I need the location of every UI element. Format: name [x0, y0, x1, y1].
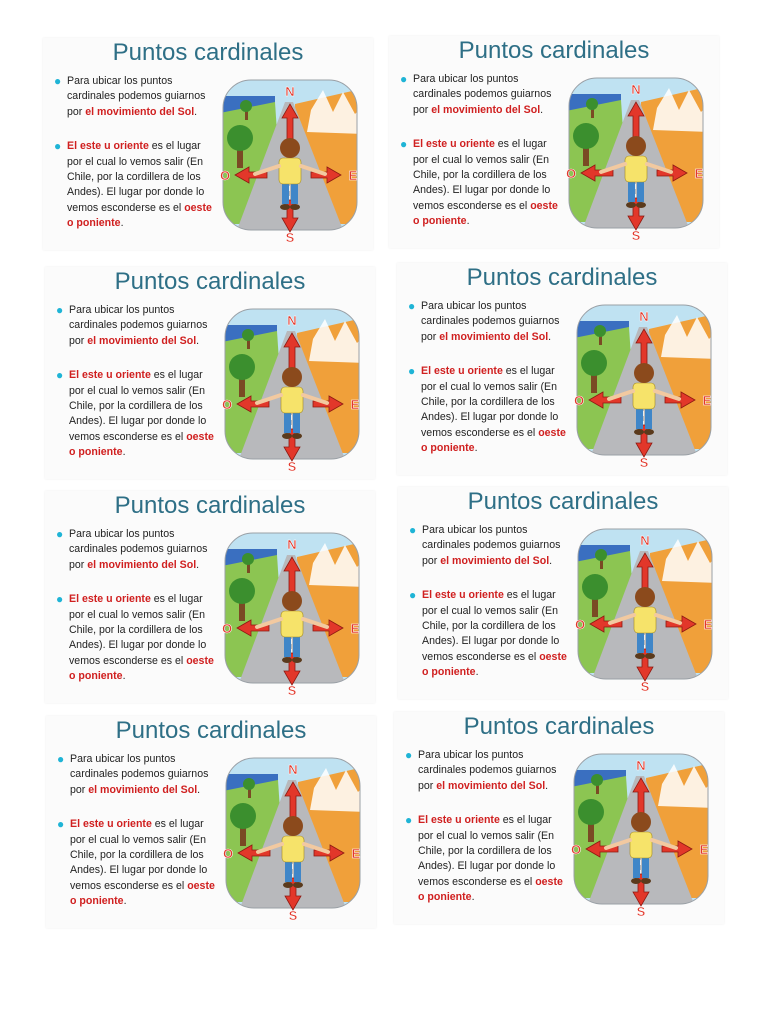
p1-end: . — [196, 558, 200, 571]
label-north: N — [640, 533, 650, 548]
label-north: N — [636, 758, 646, 773]
p1-text: Para ubicar los puntos cardinales podemos guiarnos por — [69, 528, 208, 571]
paragraph-sun — [399, 72, 559, 118]
paragraph-east — [55, 592, 215, 684]
paragraph-sun — [408, 523, 568, 569]
child-shoe-right — [292, 433, 302, 439]
palm-crown — [586, 98, 598, 110]
paragraph-east — [53, 139, 213, 231]
p2-highlight-east: El este u oriente — [70, 818, 152, 831]
child-leg-left — [285, 860, 292, 882]
label-west: O — [574, 617, 586, 632]
card-title: Puntos cardinales — [463, 713, 655, 740]
card-title: Puntos cardinales — [112, 39, 304, 66]
child-leg-right — [642, 856, 649, 878]
child-shoe-right — [641, 878, 651, 884]
bullet-icon: ● — [54, 74, 62, 88]
child-shoe-left — [631, 878, 641, 884]
child-shirt — [634, 607, 656, 633]
paragraph-east — [407, 364, 567, 456]
paragraph-east — [56, 817, 216, 909]
label-south: S — [639, 455, 649, 469]
paragraph-sun — [56, 752, 216, 798]
child-shoe-right — [290, 204, 300, 210]
p1-highlight: el movimiento del Sol — [85, 105, 195, 118]
compass-scene — [215, 74, 365, 244]
label-east: E — [351, 846, 361, 861]
card-title: Puntos cardinales — [458, 37, 650, 64]
p2-highlight-east: El este u oriente — [69, 369, 151, 382]
child-leg-right — [646, 631, 653, 653]
p2-end: . — [123, 895, 127, 908]
cardinal-card — [394, 712, 724, 924]
label-north: N — [631, 82, 641, 97]
bullet-icon: ● — [400, 72, 408, 86]
paragraph-sun — [55, 303, 215, 349]
label-north: N — [288, 762, 298, 777]
bullet-icon: ● — [409, 588, 417, 603]
label-south: S — [640, 679, 650, 693]
p1-end: . — [548, 330, 552, 343]
p1-text: Para ubicar los puntos cardinales podemos guiarnos por — [421, 300, 560, 343]
card-title: Puntos cardinales — [114, 268, 306, 295]
p2-end: . — [475, 666, 479, 679]
tree-crown — [229, 578, 255, 604]
compass-scene — [217, 527, 367, 697]
bullet-icon: ● — [56, 592, 64, 607]
label-east: E — [699, 842, 709, 857]
bullet-icon: ● — [409, 523, 417, 537]
label-east: E — [350, 397, 360, 412]
label-west: O — [573, 393, 585, 408]
p1-highlight: el movimiento del Sol — [88, 783, 198, 796]
bullet-icon: ● — [408, 299, 416, 313]
child-leg-left — [284, 411, 291, 433]
child-shoe-right — [644, 429, 654, 435]
label-south: S — [636, 904, 646, 918]
card-text — [55, 303, 215, 461]
bullet-icon: ● — [400, 137, 408, 152]
p2-highlight-east: El este u oriente — [421, 365, 503, 378]
palm-crown — [594, 325, 606, 337]
cardinal-card — [397, 263, 727, 475]
child-shirt — [281, 611, 303, 637]
card-title: Puntos cardinales — [114, 492, 306, 519]
p1-highlight: el movimiento del Sol — [87, 558, 197, 571]
cardinal-card — [43, 38, 373, 250]
child-shoe-left — [626, 202, 636, 208]
p2-end: . — [122, 670, 126, 683]
child-head — [283, 816, 303, 836]
paragraph-east — [399, 137, 559, 229]
label-south: S — [631, 228, 641, 242]
compass-illustration — [561, 72, 711, 242]
bullet-icon: ● — [57, 817, 65, 832]
p2-text: es el lugar por el cual lo vemos salir (En Chile, por la cordillera de los Andes). El lugar por donde lo vemos esconderse es el — [413, 138, 551, 212]
compass-scene — [569, 299, 719, 469]
label-west: O — [221, 621, 233, 636]
paragraph-sun — [407, 299, 567, 345]
p2-highlight-west: oeste o poniente — [421, 426, 566, 455]
paragraph-sun — [55, 527, 215, 573]
bullet-icon: ● — [54, 139, 62, 154]
paragraph-east — [404, 813, 564, 905]
p1-end: . — [197, 783, 201, 796]
tree-crown — [581, 350, 607, 376]
label-south: S — [288, 908, 298, 922]
label-west: O — [570, 842, 582, 857]
cardinal-card — [45, 267, 375, 479]
p1-end: . — [194, 105, 198, 118]
compass-scene — [570, 523, 720, 693]
tree-crown — [582, 574, 608, 600]
child-shoe-left — [283, 882, 293, 888]
label-south: S — [287, 683, 297, 697]
label-east: E — [348, 168, 358, 183]
p2-highlight-west: oeste o poniente — [418, 875, 563, 904]
p2-text: es el lugar por el cual lo vemos salir (En Chile, por la cordillera de los Andes). El lugar por donde lo vemos esconderse es el — [69, 369, 207, 443]
label-north: N — [639, 309, 649, 324]
p1-end: . — [540, 103, 544, 116]
compass-scene — [217, 303, 367, 473]
p2-highlight-east: El este u oriente — [422, 589, 504, 602]
p2-end: . — [120, 217, 124, 230]
label-north: N — [287, 537, 297, 552]
palm-crown — [240, 100, 252, 112]
cardinal-card — [45, 491, 375, 703]
p1-highlight: el movimiento del Sol — [87, 334, 197, 347]
label-east: E — [703, 617, 713, 632]
p1-end: . — [549, 554, 553, 567]
child-leg-left — [628, 180, 635, 202]
p2-text: es el lugar por el cual lo vemos salir (En Chile, por la cordillera de los Andes). El lugar por donde lo vemos esconderse es el — [418, 814, 556, 888]
label-west: O — [221, 397, 233, 412]
child-shoe-left — [282, 657, 292, 663]
p1-end: . — [196, 334, 200, 347]
compass-scene — [561, 72, 711, 242]
card-text — [55, 527, 215, 685]
p1-end: . — [545, 779, 549, 792]
label-west: O — [222, 846, 234, 861]
child-shoe-left — [282, 433, 292, 439]
tree-crown — [573, 123, 599, 149]
bullet-icon: ● — [405, 813, 413, 828]
p1-highlight: el movimiento del Sol — [436, 779, 546, 792]
compass-illustration — [570, 523, 720, 693]
p2-highlight-east: El este u oriente — [418, 814, 500, 827]
child-head — [634, 363, 654, 383]
p2-highlight-west: oeste o poniente — [422, 650, 567, 679]
child-leg-right — [291, 182, 298, 204]
child-shirt — [630, 832, 652, 858]
child-head — [635, 587, 655, 607]
p2-text: es el lugar por el cual lo vemos salir (En Chile, por la cordillera de los Andes). El lugar por donde lo vemos esconderse es el — [422, 589, 560, 663]
label-east: E — [694, 166, 704, 181]
child-head — [631, 812, 651, 832]
p1-text: Para ubicar los puntos cardinales podemos guiarnos por — [70, 753, 209, 796]
child-leg-left — [633, 856, 640, 878]
compass-illustration — [218, 752, 368, 922]
p2-text: es el lugar por el cual lo vemos salir (En Chile, por la cordillera de los Andes). El lugar por donde lo vemos esconderse es el — [67, 140, 205, 214]
bullet-icon: ● — [405, 748, 413, 762]
child-leg-right — [294, 860, 301, 882]
palm-crown — [242, 553, 254, 565]
p1-highlight: el movimiento del Sol — [439, 330, 549, 343]
p2-highlight-east: El este u oriente — [69, 593, 151, 606]
p1-text: Para ubicar los puntos cardinales podemos guiarnos por — [69, 304, 208, 347]
card-text — [53, 74, 213, 232]
label-west: O — [219, 168, 231, 183]
tree-crown — [227, 125, 253, 151]
paragraph-sun — [53, 74, 213, 120]
card-text — [404, 748, 564, 906]
tree-crown — [578, 799, 604, 825]
child-shirt — [279, 158, 301, 184]
p2-text: es el lugar por el cual lo vemos salir (En Chile, por la cordillera de los Andes). El lugar por donde lo vemos esconderse es el — [421, 365, 559, 439]
p2-highlight-west: oeste o poniente — [413, 199, 558, 228]
p1-text: Para ubicar los puntos cardinales podemos guiarnos por — [422, 524, 561, 567]
p1-highlight: el movimiento del Sol — [440, 554, 550, 567]
label-east: E — [350, 621, 360, 636]
child-leg-right — [293, 411, 300, 433]
card-text — [56, 752, 216, 910]
child-leg-left — [636, 407, 643, 429]
p1-text: Para ubicar los puntos cardinales podemos guiarnos por — [418, 749, 557, 792]
child-shoe-right — [292, 657, 302, 663]
child-head — [280, 138, 300, 158]
child-leg-right — [293, 635, 300, 657]
bullet-icon: ● — [56, 368, 64, 383]
p2-highlight-east: El este u oriente — [67, 140, 149, 153]
p2-end: . — [474, 442, 478, 455]
palm-crown — [591, 774, 603, 786]
bullet-icon: ● — [56, 527, 64, 541]
tree-crown — [229, 354, 255, 380]
child-head — [626, 136, 646, 156]
child-shoe-left — [635, 653, 645, 659]
card-title: Puntos cardinales — [467, 488, 659, 515]
p2-highlight-west: oeste o poniente — [69, 654, 214, 683]
child-head — [282, 591, 302, 611]
child-shirt — [625, 156, 647, 182]
card-text — [399, 72, 559, 230]
compass-illustration — [217, 527, 367, 697]
tree-crown — [230, 803, 256, 829]
bullet-icon: ● — [56, 303, 64, 317]
child-leg-right — [637, 180, 644, 202]
label-north: N — [287, 313, 297, 328]
child-leg-left — [284, 635, 291, 657]
label-north: N — [285, 84, 295, 99]
card-title: Puntos cardinales — [115, 717, 307, 744]
child-leg-left — [282, 182, 289, 204]
compass-scene — [566, 748, 716, 918]
child-head — [282, 367, 302, 387]
palm-crown — [595, 549, 607, 561]
child-shirt — [281, 387, 303, 413]
compass-illustration — [566, 748, 716, 918]
child-leg-left — [637, 631, 644, 653]
label-east: E — [702, 393, 712, 408]
cardinal-card — [389, 36, 719, 248]
child-shoe-right — [645, 653, 655, 659]
paragraph-east — [55, 368, 215, 460]
p1-text: Para ubicar los puntos cardinales podemos guiarnos por — [67, 75, 206, 118]
label-west: O — [565, 166, 577, 181]
child-shoe-left — [634, 429, 644, 435]
bullet-icon: ● — [408, 364, 416, 379]
p1-text: Para ubicar los puntos cardinales podemos guiarnos por — [413, 73, 552, 116]
card-title: Puntos cardinales — [466, 264, 658, 291]
card-text — [408, 523, 568, 681]
paragraph-east — [408, 588, 568, 680]
paragraph-sun — [404, 748, 564, 794]
p2-end: . — [122, 446, 126, 459]
p2-highlight-west: oeste o poniente — [67, 201, 212, 230]
cardinal-card — [46, 716, 376, 928]
p2-highlight-west: oeste o poniente — [69, 430, 214, 459]
p2-end: . — [466, 215, 470, 228]
child-shirt — [282, 836, 304, 862]
bullet-icon: ● — [57, 752, 65, 766]
card-text — [407, 299, 567, 457]
child-shirt — [633, 383, 655, 409]
compass-illustration — [215, 74, 365, 244]
palm-crown — [242, 329, 254, 341]
p2-highlight-west: oeste o poniente — [70, 879, 215, 908]
p2-highlight-east: El este u oriente — [413, 138, 495, 151]
p2-text: es el lugar por el cual lo vemos salir (En Chile, por la cordillera de los Andes). El lugar por donde lo vemos esconderse es el — [69, 593, 207, 667]
p1-highlight: el movimiento del Sol — [431, 103, 541, 116]
palm-crown — [243, 778, 255, 790]
compass-illustration — [217, 303, 367, 473]
p2-text: es el lugar por el cual lo vemos salir (En Chile, por la cordillera de los Andes). El lugar por donde lo vemos esconderse es el — [70, 818, 208, 892]
compass-illustration — [569, 299, 719, 469]
compass-scene — [218, 752, 368, 922]
child-leg-right — [645, 407, 652, 429]
child-shoe-right — [293, 882, 303, 888]
child-shoe-left — [280, 204, 290, 210]
label-south: S — [287, 459, 297, 473]
p2-end: . — [471, 891, 475, 904]
child-shoe-right — [636, 202, 646, 208]
cardinal-card — [398, 487, 728, 699]
label-south: S — [285, 230, 295, 244]
